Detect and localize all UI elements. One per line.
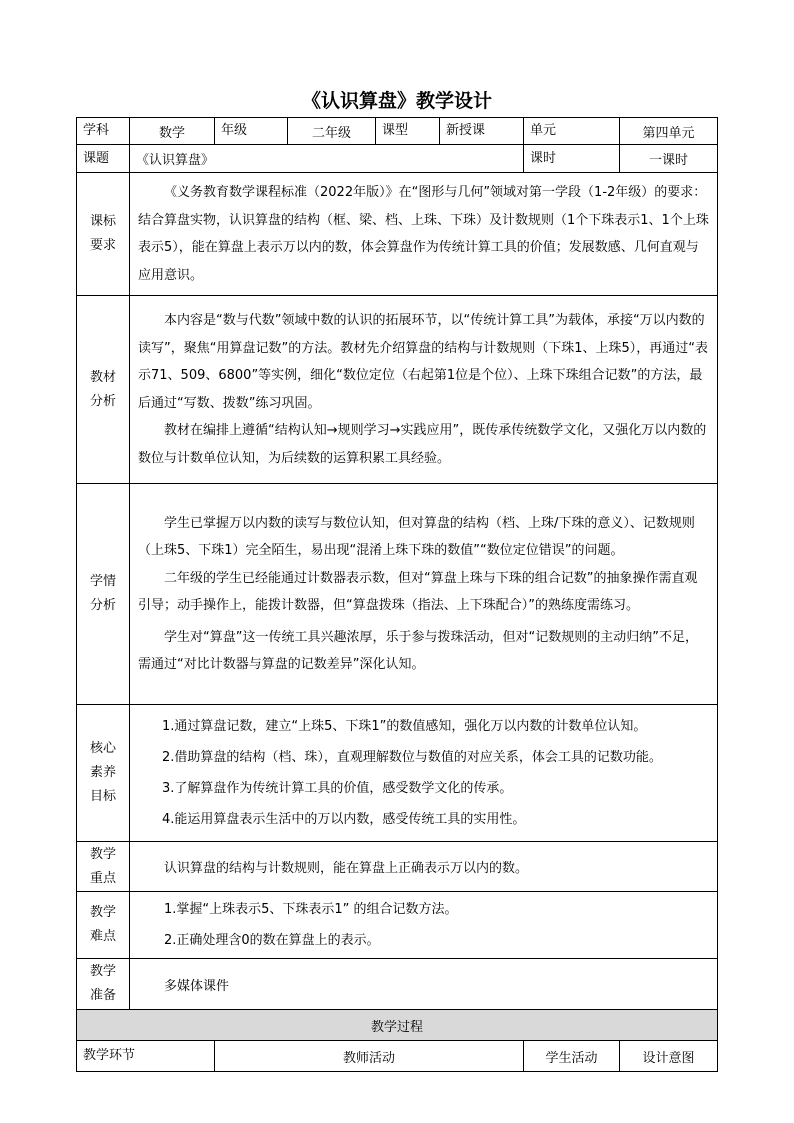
process-columns-row [77, 1041, 718, 1072]
standards-row [77, 173, 718, 296]
process-col-intent: 设计意图 [620, 1041, 718, 1072]
learners-paragraph-1: 学生已掌握万以内数的读写与数位认知，但对算盘的结构（档、上珠/下珠的意义）、记数规则（上珠5、下珠1）完全陌生，易出现“混淆上珠下珠的数值”“数位定位错误”的问题。 [138, 515, 695, 558]
hours-label: 课时 [524, 145, 620, 173]
textbook-label-line-1: 教材 [89, 369, 116, 385]
prep-row [77, 959, 718, 1010]
hours-value: 一课时 [620, 145, 718, 173]
standards-text: 《义务教育数学课程标准（2022年版）》在“图形与几何”领域对第一学段（1-2年级）的要求：结合算盘实物，认识算盘的结构（框、梁、档、上珠、下珠）及计数规则（1个下珠表示1、1个上珠表示5），能在算盘上表示万以内的数，体会算盘作为传统计算工具的价值；发展数感、几何直观与应用意识。 [138, 185, 709, 283]
goal-item-3: 3.了解算盘作为传统计算工具的价值，感受数学文化的传承。 [162, 781, 513, 796]
learners-cell [130, 484, 718, 705]
type-value: 新授课 [440, 118, 524, 145]
keypoints-text: 认识算盘的结构与计数规则，能在算盘上正确表示万以内的数。 [130, 842, 718, 892]
unit-value: 第四单元 [620, 118, 718, 145]
textbook-label-line-2: 分析 [89, 393, 116, 409]
difficulties-cell [130, 892, 718, 959]
keypoints-label [77, 842, 130, 892]
goal-item-2: 2.借助算盘的结构（档、珠），直观理解数位与数值的对应关系，体会工具的记数功能。 [162, 750, 662, 765]
learners-row [77, 484, 718, 705]
difficulty-item-1: 1.掌握“上珠表示5、下珠表示1” 的组合记数方法。 [164, 902, 458, 917]
process-col-teacher: 教师活动 [215, 1041, 524, 1072]
standards-cell [130, 173, 718, 296]
goals-label [77, 705, 130, 842]
prep-text: 多媒体课件 [130, 959, 718, 1010]
textbook-paragraph-1: 本内容是“数与代数”领域中数的认识的拓展环节，以“传统计算工具”为载体，承接“万以内数的读写”，聚焦“用算盘记数”的方法。教材先介绍算盘的结构与计数规则（下珠1、上珠5），再通过“表示71、509、6800”等实例，细化“数位定位（右起第1位是个位）、上珠下珠组合记数”的方法，最后通过“写数、拨数”练习巩固。 [138, 313, 708, 411]
standards-label [77, 173, 130, 296]
difficulties-row [77, 892, 718, 959]
goals-label-line-3: 目标 [89, 789, 116, 804]
difficulties-label-line-2: 难点 [89, 929, 116, 944]
process-header-row [77, 1010, 718, 1041]
process-col-stage: 教学环节 [77, 1041, 215, 1072]
standards-label-line-1: 课标 [89, 214, 116, 229]
learners-paragraph-3: 学生对“算盘”这一传统工具兴趣浓厚，乐于参与拨珠活动，但对“记数规则的主动归纳”不足，需通过“对比计数器与算盘的记数差异”深化认知。 [138, 629, 698, 672]
goal-item-4: 4.能运用算盘表示生活中的万以内数，感受传统工具的实用性。 [162, 812, 526, 827]
goals-label-line-2: 素养 [89, 765, 116, 780]
subject-label: 学科 [77, 118, 130, 145]
topic-label: 课题 [77, 145, 130, 173]
prep-label-line-1: 教学 [89, 964, 116, 979]
standards-label-line-2: 要求 [89, 238, 116, 253]
learners-paragraph-2: 二年级的学生已经能通过计数器表示数，但对“算盘上珠与下珠的组合记数”的抽象操作需直观引导；动手操作上，能拨计数器，但“算盘拨珠（指法、上下珠配合）”的熟练度需练习。 [138, 570, 698, 613]
process-col-student: 学生活动 [524, 1041, 620, 1072]
textbook-paragraph-2: 教材在编排上遵循“结构认知→规则学习→实践应用”，既传承传统数学文化，又强化万以内数的数位与计数单位认知，为后续数的运算积累工具经验。 [138, 423, 707, 466]
grade-value: 二年级 [288, 118, 376, 145]
prep-label [77, 959, 130, 1010]
textbook-cell [130, 296, 718, 484]
keypoints-label-line-2: 重点 [89, 870, 116, 886]
type-label: 课型 [376, 118, 440, 145]
difficulties-label-line-1: 教学 [89, 905, 116, 920]
learners-label [77, 484, 130, 705]
goals-row [77, 705, 718, 842]
goal-item-1: 1.通过算盘记数，建立“上珠5、下珠1”的数值感知，强化万以内数的计数单位认知。 [162, 719, 647, 734]
difficulties-label [77, 892, 130, 959]
keypoints-label-line-1: 教学 [89, 846, 116, 862]
subject-value: 数学 [130, 118, 215, 145]
info-row-1 [77, 118, 718, 145]
goals-cell [130, 705, 718, 842]
page-title: 《认识算盘》教学设计 [301, 90, 492, 112]
textbook-label [77, 296, 130, 484]
info-row-2 [77, 145, 718, 173]
process-header: 教学过程 [77, 1010, 718, 1041]
lesson-plan-table [76, 117, 718, 1072]
keypoints-row [77, 842, 718, 892]
prep-label-line-2: 准备 [89, 988, 116, 1003]
topic-value: 《认识算盘》 [130, 145, 524, 173]
grade-label: 年级 [215, 118, 288, 145]
goals-label-line-1: 核心 [89, 741, 116, 756]
textbook-row [77, 296, 718, 484]
learners-label-line-2: 分析 [89, 598, 116, 613]
difficulty-item-2: 2.正确处理含0的数在算盘上的表示。 [164, 933, 380, 948]
learners-label-line-1: 学情 [89, 574, 116, 589]
unit-label: 单元 [524, 118, 620, 145]
